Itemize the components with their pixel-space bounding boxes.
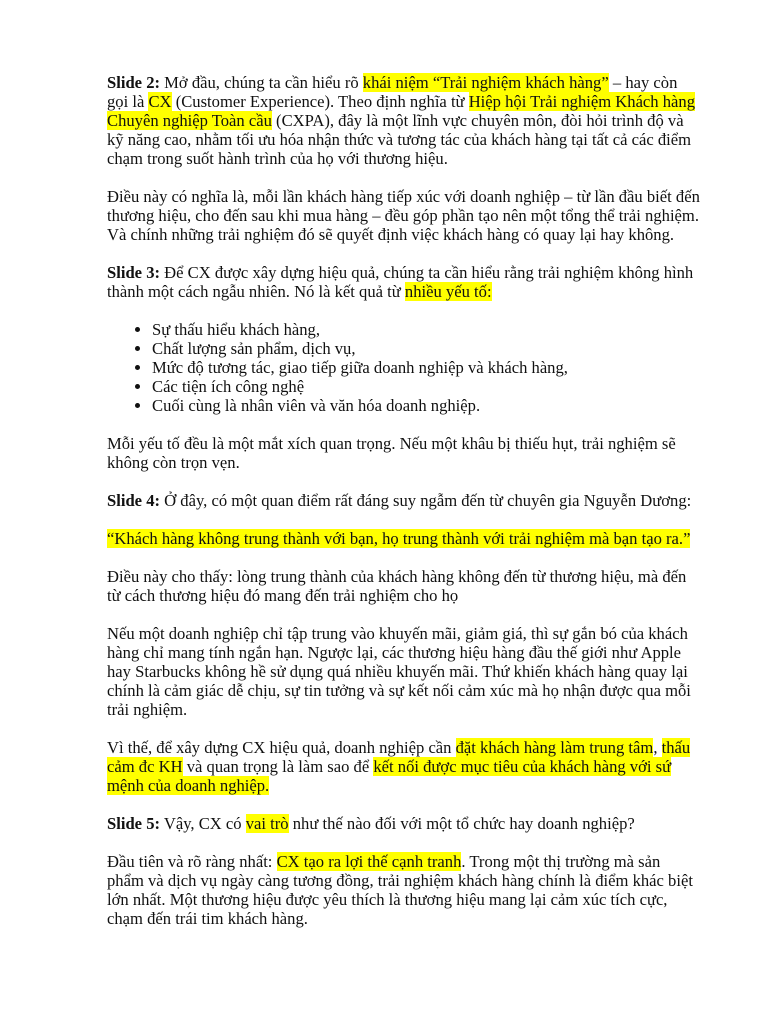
quote-paragraph: [107, 529, 701, 548]
list-item: • Sự thấu hiểu khách hàng,: [152, 320, 701, 339]
text-run: Để CX được xây dựng hiệu quả, chúng ta cần hiểu rằng trải nghiệm không hình thành một cách ngẫu nhiên. Nó là kết quả từ: [107, 263, 694, 301]
list-item: • Mức độ tương tác, giao tiếp giữa doanh nghiệp và khách hàng,: [152, 358, 701, 377]
list-item: • Cuối cùng là nhân viên và văn hóa doanh nghiệp.: [152, 396, 701, 415]
text-run: (Customer Experience). Theo định nghĩa từ: [171, 92, 469, 111]
text-run: (CXPA), đây là một lĩnh vực chuyên môn, đòi hỏi trình độ và kỹ năng cao, nhằm tối ưu hóa nhận thức và tương tác của khách hàng tại tất cả các điểm chạm trong suốt hành trình của họ với thương hiệu.: [107, 111, 692, 168]
text-run: Vì thế, để xây dựng CX hiệu quả, doanh nghiệp cần: [107, 738, 456, 757]
text-run: Ở đây, có một quan điểm rất đáng suy ngẫm đến từ chuyên gia Nguyễn Dương:: [160, 491, 692, 510]
text-run: Mở đầu, chúng ta cần hiểu rõ: [160, 73, 363, 92]
body-paragraph: Mỗi yếu tố đều là một mắt xích quan trọng. Nếu một khâu bị thiếu hụt, trải nghiệm sẽ không còn trọn vẹn.: [107, 434, 676, 472]
text-run: – hay còn gọi là: [107, 73, 678, 111]
text-run: như thế nào đối với một tổ chức hay doanh nghiệp?: [288, 814, 635, 833]
slide-label: Slide 3:: [107, 263, 161, 282]
highlighted-text: nhiều yếu tố:: [404, 282, 492, 301]
body-paragraph: Nếu một doanh nghiệp chỉ tập trung vào khuyến mãi, giảm giá, thì sự gắn bó của khách hàng chỉ mang tính ngắn hạn. Ngược lại, các thương hiệu hàng đầu thế giới như Apple hay Starbucks không hề sử dụng quá nhiều khuyến mãi. Thứ khiến khách hàng quay lại chính là cảm giác dễ chịu, sự tin tưởng và sự kết nối cảm xúc mà họ nhận được qua mỗi trải nghiệm.: [107, 624, 691, 719]
body-paragraph: [107, 738, 701, 795]
slide5-paragraph: [107, 814, 701, 833]
factor-list: [107, 320, 701, 415]
highlighted-text: CX: [148, 92, 172, 111]
body-paragraph: Điều này cho thấy: lòng trung thành của khách hàng không đến từ thương hiệu, mà đến từ cách thương hiệu đó mang đến trải nghiệm cho họ: [107, 567, 687, 605]
slide-label: Slide 2:: [107, 73, 161, 92]
text-run: và quan trọng là làm sao để: [182, 757, 374, 776]
highlighted-quote: “Khách hàng không trung thành với bạn, họ trung thành với trải nghiệm mà bạn tạo ra.”: [107, 529, 691, 548]
text-run: Đầu tiên và rõ ràng nhất:: [107, 852, 277, 871]
slide-label: Slide 4:: [107, 491, 161, 510]
text-run: Vậy, CX có: [160, 814, 246, 833]
highlighted-text: vai trò: [245, 814, 289, 833]
body-paragraph: [107, 852, 701, 928]
highlighted-text: CX tạo ra lợi thế cạnh tranh: [276, 852, 462, 871]
highlighted-text: đặt khách hàng làm trung tâm: [455, 738, 654, 757]
highlighted-text: khái niệm “Trải nghiệm khách hàng”: [362, 73, 609, 92]
highlighted-text: kết nối được mục tiêu của khách hàng với sứ mệnh của doanh nghiệp.: [107, 757, 672, 795]
text-run: . Trong một thị trường mà sản phẩm và dịch vụ ngày càng tương đồng, trải nghiệm khách hàng chính là điểm khác biệt lớn nhất. Một thương hiệu được yêu thích là thương hiệu mang lại cảm xúc tích cực, chạm đến trái tim khách hàng.: [107, 852, 693, 928]
document-body: [107, 73, 701, 947]
text-run: ,: [653, 738, 662, 757]
list-item: • Chất lượng sản phẩm, dịch vụ,: [152, 339, 701, 358]
slide3-paragraph: [107, 263, 701, 301]
list-item: • Các tiện ích công nghệ: [152, 377, 701, 396]
body-paragraph: Điều này có nghĩa là, mỗi lần khách hàng tiếp xúc với doanh nghiệp – từ lần đầu biết đến thương hiệu, cho đến sau khi mua hàng – đều góp phần tạo nên một tổng thể trải nghiệm. Và chính những trải nghiệm đó sẽ quyết định việc khách hàng có quay lại hay không.: [107, 187, 700, 244]
slide-label: Slide 5:: [107, 814, 161, 833]
slide4-paragraph: [107, 491, 701, 510]
slide2-paragraph: [107, 73, 701, 168]
highlighted-text: Hiệp hội Trải nghiệm Khách hàng Chuyên nghiệp Toàn cầu: [107, 92, 695, 130]
highlighted-text: thấu cảm đc KH: [107, 738, 691, 776]
